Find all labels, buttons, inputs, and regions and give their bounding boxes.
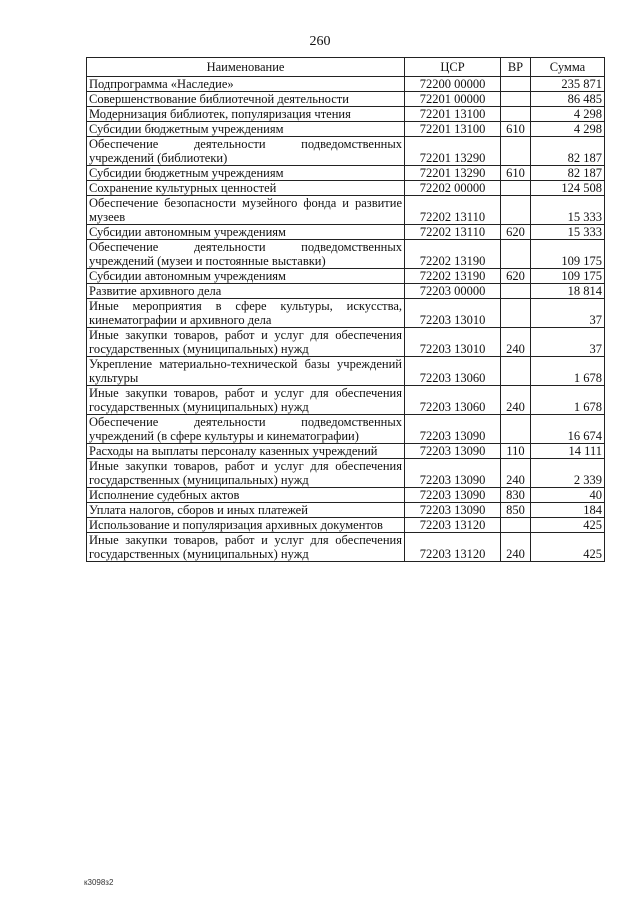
header-vr: ВР (501, 58, 531, 77)
row-vr: 240 (501, 533, 531, 562)
row-vr (501, 415, 531, 444)
row-sum: 4 298 (531, 107, 605, 122)
row-csr: 72202 13110 (405, 225, 501, 240)
table-row (87, 503, 605, 518)
row-vr (501, 92, 531, 107)
row-csr: 72203 00000 (405, 284, 501, 299)
footer-code: к3098з2 (84, 878, 114, 887)
row-vr (501, 284, 531, 299)
row-sum: 37 (531, 299, 605, 328)
table-header-row (87, 58, 605, 77)
table-row (87, 77, 605, 92)
table-row (87, 444, 605, 459)
table-row (87, 299, 605, 328)
row-name: Обеспечение деятельности подведомственных учреждений (в сфере культуры и кинематографии) (87, 415, 405, 444)
row-csr: 72201 13290 (405, 137, 501, 166)
row-vr: 620 (501, 269, 531, 284)
table-row (87, 386, 605, 415)
row-name: Субсидии автономным учреждениям (87, 269, 405, 284)
table-row (87, 181, 605, 196)
row-vr: 610 (501, 122, 531, 137)
row-sum: 37 (531, 328, 605, 357)
row-name: Подпрограмма «Наследие» (87, 77, 405, 92)
row-csr: 72203 13090 (405, 444, 501, 459)
table-row (87, 225, 605, 240)
row-name: Субсидии бюджетным учреждениям (87, 166, 405, 181)
table-row (87, 284, 605, 299)
row-sum: 18 814 (531, 284, 605, 299)
row-csr: 72203 13090 (405, 488, 501, 503)
row-csr: 72202 13190 (405, 269, 501, 284)
row-csr: 72203 13010 (405, 299, 501, 328)
row-vr (501, 240, 531, 269)
row-name: Расходы на выплаты персоналу казенных учреждений (87, 444, 405, 459)
row-name: Субсидии автономным учреждениям (87, 225, 405, 240)
row-name: Иные закупки товаров, работ и услуг для обеспечения государственных (муниципальных) нужд (87, 533, 405, 562)
row-vr (501, 137, 531, 166)
row-name: Иные закупки товаров, работ и услуг для обеспечения государственных (муниципальных) нужд (87, 459, 405, 488)
row-csr: 72201 13290 (405, 166, 501, 181)
row-sum: 15 333 (531, 196, 605, 225)
row-name: Иные закупки товаров, работ и услуг для обеспечения государственных (муниципальных) нужд (87, 328, 405, 357)
table-row (87, 328, 605, 357)
row-name: Совершенствование библиотечной деятельности (87, 92, 405, 107)
row-name: Иные закупки товаров, работ и услуг для обеспечения государственных (муниципальных) нужд (87, 386, 405, 415)
row-sum: 82 187 (531, 166, 605, 181)
row-sum: 40 (531, 488, 605, 503)
row-sum: 82 187 (531, 137, 605, 166)
table-row (87, 240, 605, 269)
row-vr (501, 77, 531, 92)
header-name: Наименование (87, 58, 405, 77)
row-sum: 425 (531, 518, 605, 533)
row-name: Иные мероприятия в сфере культуры, искусства, кинематографии и архивного дела (87, 299, 405, 328)
table-row (87, 415, 605, 444)
row-sum: 16 674 (531, 415, 605, 444)
row-vr: 620 (501, 225, 531, 240)
row-vr (501, 196, 531, 225)
page-number: 260 (309, 34, 331, 49)
row-sum: 1 678 (531, 386, 605, 415)
row-vr (501, 299, 531, 328)
row-csr: 72203 13090 (405, 503, 501, 518)
row-sum: 15 333 (531, 225, 605, 240)
row-vr: 830 (501, 488, 531, 503)
row-csr: 72203 13060 (405, 357, 501, 386)
row-csr: 72203 13090 (405, 415, 501, 444)
row-csr: 72202 13110 (405, 196, 501, 225)
row-name: Уплата налогов, сборов и иных платежей (87, 503, 405, 518)
row-csr: 72201 13100 (405, 107, 501, 122)
row-sum: 109 175 (531, 240, 605, 269)
row-csr: 72203 13120 (405, 518, 501, 533)
row-csr: 72201 13100 (405, 122, 501, 137)
table-row (87, 459, 605, 488)
table-row (87, 107, 605, 122)
row-sum: 184 (531, 503, 605, 518)
row-vr (501, 518, 531, 533)
row-sum: 2 339 (531, 459, 605, 488)
table-row (87, 533, 605, 562)
table-row (87, 122, 605, 137)
header-sum: Сумма (531, 58, 605, 77)
row-sum: 235 871 (531, 77, 605, 92)
row-name: Исполнение судебных актов (87, 488, 405, 503)
row-vr: 240 (501, 328, 531, 357)
budget-table (86, 57, 605, 562)
row-vr (501, 181, 531, 196)
row-name: Обеспечение деятельности подведомственных учреждений (библиотеки) (87, 137, 405, 166)
table-row (87, 269, 605, 284)
row-csr: 72200 00000 (405, 77, 501, 92)
row-sum: 109 175 (531, 269, 605, 284)
row-sum: 86 485 (531, 92, 605, 107)
row-name: Сохранение культурных ценностей (87, 181, 405, 196)
row-csr: 72203 13120 (405, 533, 501, 562)
row-vr: 850 (501, 503, 531, 518)
row-csr: 72203 13090 (405, 459, 501, 488)
table-row (87, 518, 605, 533)
table-row (87, 488, 605, 503)
row-vr: 240 (501, 386, 531, 415)
table-row (87, 137, 605, 166)
row-name: Развитие архивного дела (87, 284, 405, 299)
table-row (87, 92, 605, 107)
row-csr: 72202 00000 (405, 181, 501, 196)
row-vr: 240 (501, 459, 531, 488)
row-name: Обеспечение деятельности подведомственных учреждений (музеи и постоянные выставки) (87, 240, 405, 269)
row-vr: 610 (501, 166, 531, 181)
row-name: Обеспечение безопасности музейного фонда и развитие музеев (87, 196, 405, 225)
row-csr: 72201 00000 (405, 92, 501, 107)
row-vr (501, 107, 531, 122)
row-name: Укрепление материально-технической базы учреждений культуры (87, 357, 405, 386)
row-csr: 72203 13010 (405, 328, 501, 357)
table-row (87, 166, 605, 181)
header-csr: ЦСР (405, 58, 501, 77)
table-row (87, 357, 605, 386)
row-sum: 1 678 (531, 357, 605, 386)
row-vr (501, 357, 531, 386)
table-row (87, 196, 605, 225)
row-vr: 110 (501, 444, 531, 459)
row-sum: 14 111 (531, 444, 605, 459)
table-body (87, 77, 605, 562)
row-csr: 72202 13190 (405, 240, 501, 269)
row-name: Использование и популяризация архивных документов (87, 518, 405, 533)
row-sum: 124 508 (531, 181, 605, 196)
row-name: Модернизация библиотек, популяризация чтения (87, 107, 405, 122)
row-csr: 72203 13060 (405, 386, 501, 415)
row-sum: 4 298 (531, 122, 605, 137)
row-name: Субсидии бюджетным учреждениям (87, 122, 405, 137)
row-sum: 425 (531, 533, 605, 562)
